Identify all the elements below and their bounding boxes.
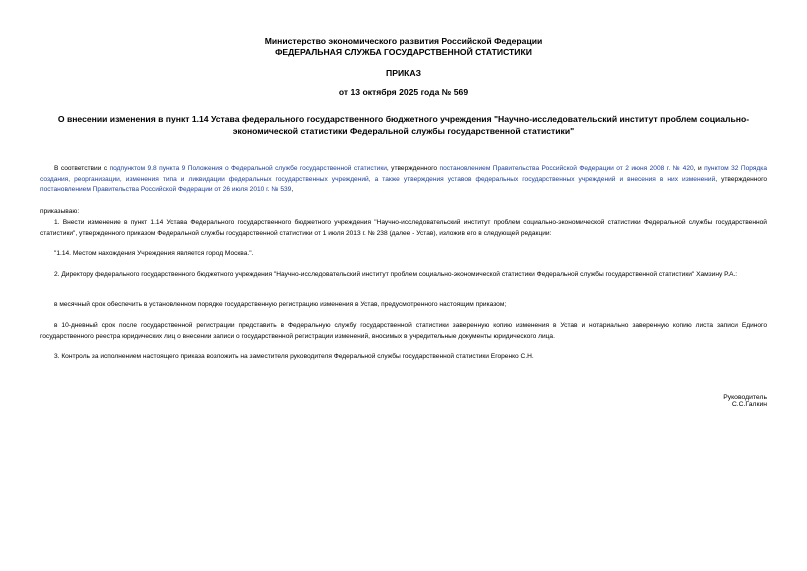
preamble-text: , — [291, 186, 294, 193]
item-2-subparagraph-a: в месячный срок обеспечить в установленном порядке государственную регистрацию изменения в Устав, предусмотренного настоящим приказом; — [54, 301, 507, 308]
quoted-clause: "1.14. Местом нахождения Учреждения является город Москва.". — [54, 250, 254, 257]
link-government-decree-539[interactable]: постановлением Правительства Российской Федерации от 26 июля 2010 г. № 539 — [40, 186, 292, 193]
item-1: 1. Внести изменение в пункт 1.14 Устава Федерального государственного бюджетного учреждения "Научно-исследовательский институт проблем социально-экономической статистики Федеральной службы государственной статистики", утвержденного приказом Федеральной службы государственной статистики от 1 июля 2013 г. № 238 (далее - Устав), изложив его в следующей редакции: — [40, 219, 767, 237]
orders-word: приказываю: — [40, 208, 80, 215]
order-title: О внесении изменения в пункт 1.14 Устава федерального государственного бюджетного учреждения "Научно-исследовательский институт проблем социально-экономической статистики Федеральной службы государственной статистики" — [57, 114, 750, 136]
preamble-text: В соответствии с — [54, 165, 110, 172]
document-header — [0, 36, 807, 58]
preamble-paragraph — [40, 164, 767, 196]
preamble-text: , утвержденного — [386, 165, 440, 172]
signature-block — [723, 394, 767, 408]
order-label: ПРИКАЗ — [386, 68, 421, 78]
preamble-text: , утвержденного — [715, 175, 767, 183]
link-government-decree-420[interactable]: постановлением Правительства Российской Федерации от 2 июня 2008 г. № 420 — [439, 165, 694, 172]
ministry-name: Министерство экономического развития Российской Федерации — [264, 36, 543, 46]
service-name: ФЕДЕРАЛЬНАЯ СЛУЖБА ГОСУДАРСТВЕННОЙ СТАТИСТИКИ — [275, 47, 532, 57]
preamble-text: , и — [693, 165, 705, 172]
signatory-name: С.С.Галкин — [731, 401, 767, 408]
item-2-subparagraph-b: в 10-дневный срок после государственной регистрации представить в Федеральную службу государственной статистики заверенную копию изменения в Устав и нотариально заверенную копию листа записи Единого государственного реестра юридических лиц о внесении записи о государственной регистрации изменений, вносимых в учредительные документы юридического лица. — [40, 322, 767, 340]
link-regulation-clause[interactable]: подпунктом 9.8 пункта 9 Положения о Федеральной службе государственной статистики — [109, 165, 387, 172]
link-procedure-clause-32[interactable]: пунктом 32 Порядка создания, реорганизации, изменения типа и ликвидации федеральных государственных учреждений, а также утверждения уставов федеральных государственных учреждений и внесения в них изменений — [40, 165, 767, 183]
item-2: 2. Директору федерального государственного бюджетного учреждения "Научно-исследовательский институт проблем социально-экономической статистики Федеральной службы государственной статистики" Хамзину Р.А.: — [54, 271, 738, 278]
item-3: 3. Контроль за исполнением настоящего приказа возложить на заместителя руководителя Федеральной службы государственной статистики Егоренко С.Н. — [54, 353, 534, 360]
order-date-number: от 13 октября 2025 года № 569 — [338, 87, 469, 97]
signatory-position: Руководитель — [723, 394, 767, 401]
